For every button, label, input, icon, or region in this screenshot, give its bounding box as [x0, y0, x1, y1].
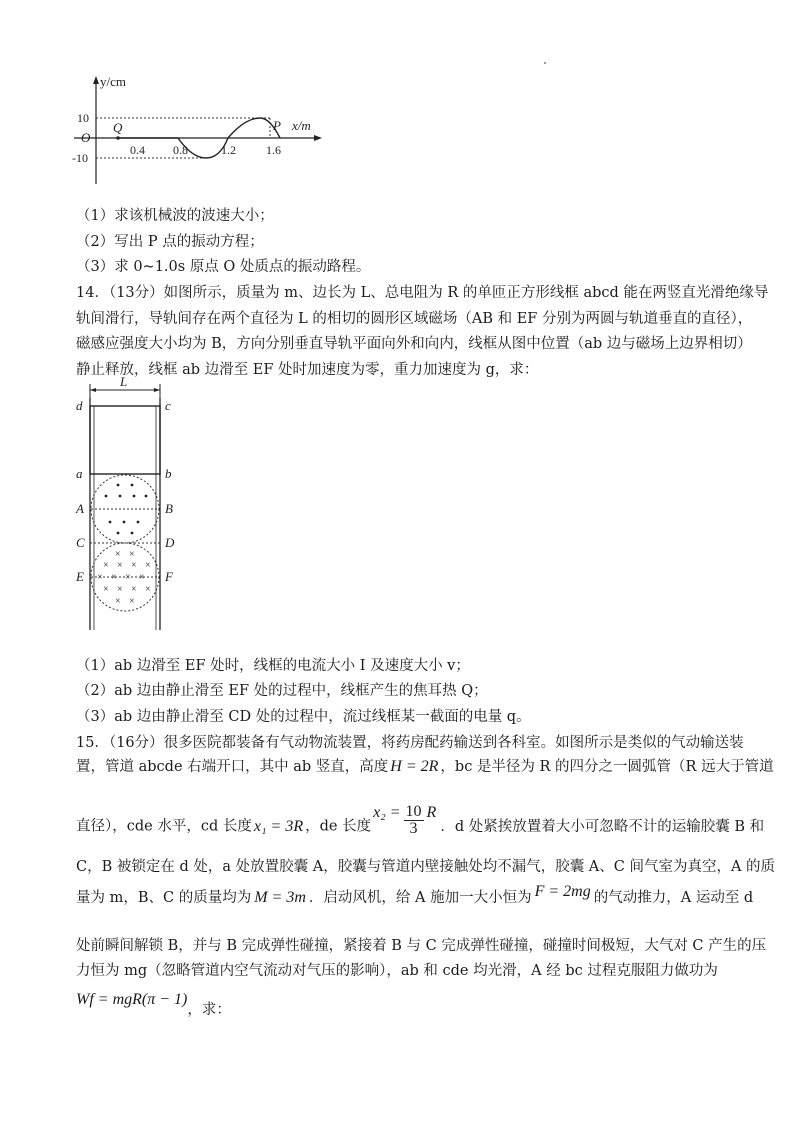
label-E: E	[76, 569, 84, 584]
eq-x2-num: 10	[405, 803, 422, 820]
y-tick-neg10: -10	[72, 151, 88, 165]
label-A: A	[76, 501, 84, 516]
eq-m: M = 3m	[254, 889, 306, 906]
svg-text:×: ×	[117, 560, 123, 571]
q15-line8	[76, 990, 231, 1018]
q15-line2a: 置，管道 abcde 右端开口，其中 ab 竖直，高度	[76, 759, 389, 775]
svg-text:×: ×	[117, 584, 123, 595]
q15-line1: 15．（16分）很多医院都装备有气动物流装置，将药房配药输送到各科室。如图所示是类似的气动输送装	[76, 735, 744, 751]
eq-wf: Wf = mgR(π − 1)	[76, 991, 188, 1008]
q14-sub1: （1）ab 边滑至 EF 处时，线框的电流大小 I 及速度大小 v；	[76, 658, 470, 674]
q14-sub2: （2）ab 边由静止滑至 EF 处的过程中，线框产生的焦耳热 Q；	[76, 683, 488, 699]
q15-line4: C，B 被锁定在 d 处，a 处放置胶囊 A，胶囊与管道内壁接触处均不漏气，胶囊 A、C 间气室为真空，A 的质	[76, 859, 776, 875]
eq-x2-den: 3	[409, 820, 418, 837]
x-tick-1.6: 1.6	[266, 143, 281, 157]
q15-line5b: ．启动风机，给 A 施加一大小恒为	[308, 890, 532, 906]
q15-line3	[76, 803, 765, 843]
q15-line3b: ，de 长度	[305, 818, 372, 835]
label-F: F	[165, 569, 173, 584]
q14-line4: 静止释放，线框 ab 边滑至 EF 处时加速度为零，重力加速度为 g，求：	[76, 362, 539, 378]
label-l: L	[120, 374, 128, 389]
label-b: b	[165, 466, 172, 481]
q15-line5c: 的气动推力，A 运动至 d	[593, 890, 754, 906]
svg-text:×: ×	[131, 560, 137, 571]
x-tick-0.8: 0.8	[173, 143, 188, 157]
label-a: a	[76, 466, 83, 481]
svg-text:×: ×	[145, 560, 151, 571]
q15-line5a: 量为 m，B、C 的质量均为	[76, 890, 252, 906]
origin-label: O	[81, 130, 91, 145]
label-C: C	[76, 535, 85, 550]
y-axis-label: y/cm	[100, 74, 126, 89]
q13-sub3: （3）求 0~1.0s 原点 O 处质点的振动路程。	[76, 259, 371, 275]
eq-x1: x₁ = 3R	[253, 817, 304, 835]
frame-field-figure	[74, 374, 188, 632]
eq-h: H = 2R	[390, 758, 439, 775]
eq-x2-r: R	[426, 803, 437, 821]
q14-line1: 14．（13分）如图所示，质量为 m、边长为 L、总电阻为 R 的单匝正方形线框 abcd 能在两竖直光滑绝缘导	[76, 285, 769, 301]
q15-line7: 力恒为 mg（忽略管道内空气流动对气压的影响），ab 和 cde 均光滑，A 经 bc 过程克服阻力做功为	[76, 963, 718, 979]
q13-sub2: （2）写出 P 点的振动方程；	[76, 234, 264, 250]
q14-sub3: （3）ab 边由静止滑至 CD 处的过程中，流过线框某一截面的电量 q。	[76, 709, 531, 725]
eq-x2-lhs: x₂ =	[373, 803, 401, 821]
eq-x2-fraction	[404, 804, 424, 837]
svg-text:×: ×	[131, 584, 137, 595]
q15-line3a: 直径），cde 水平，cd 长度	[76, 818, 252, 835]
eq-f: F = 2mg	[534, 883, 591, 900]
y-tick-10: 10	[77, 111, 89, 125]
x-axis-label: x/m	[292, 118, 311, 133]
field-in-crosses	[97, 549, 151, 607]
q15-line8-text: ，求：	[187, 1002, 231, 1018]
q14-line3: 磁感应强度大小均为 B，方向分别垂直导轨平面向外和向内，线框从图中位置（ab 边与磁场上边界相切）	[76, 336, 752, 352]
svg-text:×: ×	[129, 596, 135, 607]
svg-text:×: ×	[125, 572, 131, 583]
svg-text:×: ×	[115, 596, 121, 607]
scan-speck	[544, 62, 546, 64]
svg-text:×: ×	[139, 572, 145, 583]
q15-line2	[76, 757, 774, 777]
label-D: D	[165, 535, 175, 550]
q14-line2: 轨间滑行，导轨间存在两个直径为 L 的相切的圆形区域磁场（AB 和 EF 分别为两圆与轨道垂直的直径），	[76, 311, 753, 327]
q15-line2b: ，bc 是半径为 R 的四分之一圆弧管（R 远大于管道	[440, 759, 774, 775]
svg-text:×: ×	[97, 572, 103, 583]
svg-text:×: ×	[103, 584, 109, 595]
point-p-label: P	[273, 118, 281, 133]
x-tick-0.4: 0.4	[130, 143, 145, 157]
svg-text:×: ×	[111, 572, 117, 583]
wave-figure	[70, 74, 330, 190]
svg-text:×: ×	[129, 549, 135, 560]
q15-line6: 处前瞬间解锁 B，并与 B 完成弹性碰撞，紧接着 B 与 C 完成弹性碰撞，碰撞时间极短，大气对 C 产生的压	[76, 938, 767, 954]
label-B: B	[165, 501, 173, 516]
q15-line3c: ．d 处紧挨放置着大小可忽略不计的运输胶囊 B 和	[440, 818, 765, 835]
label-c: c	[165, 398, 171, 413]
point-q-label: Q	[113, 120, 123, 135]
svg-text:×: ×	[115, 549, 121, 560]
x-tick-1.2: 1.2	[221, 143, 236, 157]
q15-line5	[76, 883, 754, 908]
svg-text:×: ×	[145, 584, 151, 595]
label-d: d	[76, 398, 83, 413]
q13-sub1: （1）求该机械波的波速大小；	[76, 208, 274, 224]
svg-text:×: ×	[103, 560, 109, 571]
